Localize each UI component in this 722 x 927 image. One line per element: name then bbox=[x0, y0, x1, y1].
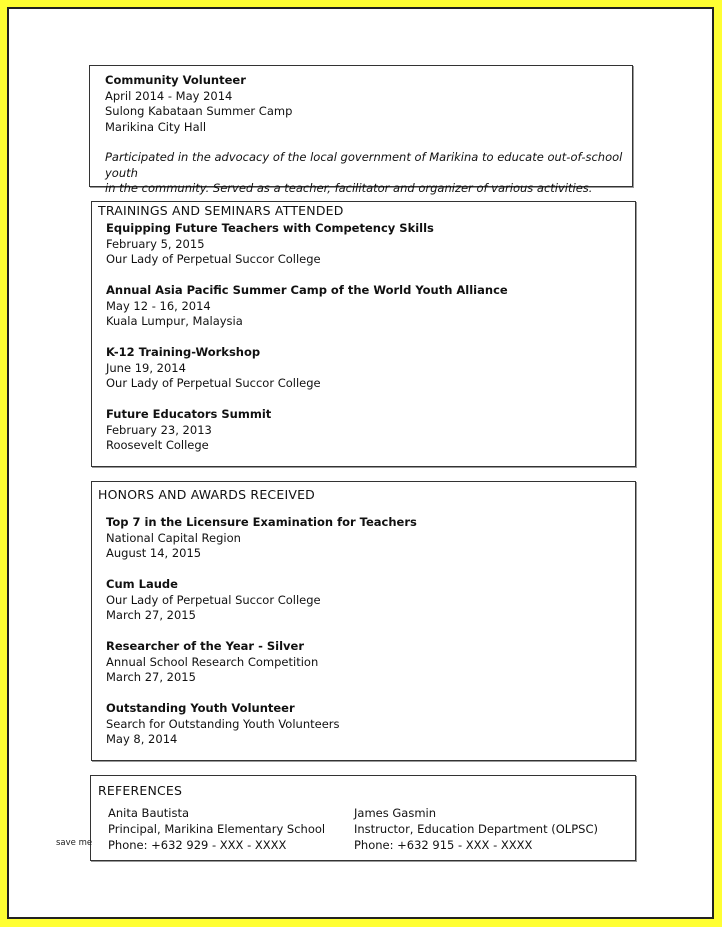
reference-name: James Gasmin bbox=[354, 806, 436, 820]
resume-page bbox=[7, 7, 714, 919]
training-title: K-12 Training-Workshop bbox=[106, 345, 261, 359]
honor-title: Cum Laude bbox=[106, 577, 178, 591]
training-place: Roosevelt College bbox=[106, 438, 209, 452]
honor-item bbox=[106, 515, 417, 562]
volunteer-description-line2: in the community. Served as a teacher, facilitator and organizer of various activities. bbox=[105, 181, 593, 195]
honor-item bbox=[106, 639, 318, 686]
reference-phone: Phone: +632 929 - XXX - XXXX bbox=[108, 838, 287, 852]
honor-item bbox=[106, 577, 321, 624]
volunteer-title: Community Volunteer bbox=[105, 73, 246, 87]
references-heading: REFERENCES bbox=[98, 783, 183, 798]
training-item bbox=[106, 221, 434, 268]
honor-date: August 14, 2015 bbox=[106, 546, 202, 560]
volunteer-program: Sulong Kabataan Summer Camp bbox=[105, 104, 293, 118]
honor-detail: National Capital Region bbox=[106, 530, 241, 545]
footer-note: save me bbox=[56, 838, 93, 848]
honor-date: March 27, 2015 bbox=[106, 608, 196, 622]
training-date: February 5, 2015 bbox=[106, 236, 205, 251]
training-title: Annual Asia Pacific Summer Camp of the World Youth Alliance bbox=[106, 283, 508, 297]
training-place: Kuala Lumpur, Malaysia bbox=[106, 314, 243, 328]
volunteer-section bbox=[89, 65, 633, 195]
honor-title: Outstanding Youth Volunteer bbox=[106, 701, 295, 715]
honor-title: Top 7 in the Licensure Examination for Teachers bbox=[106, 515, 417, 529]
volunteer-dates: April 2014 - May 2014 bbox=[105, 88, 233, 103]
training-place: Our Lady of Perpetual Succor College bbox=[106, 252, 321, 266]
training-item bbox=[106, 407, 271, 454]
training-place: Our Lady of Perpetual Succor College bbox=[106, 376, 321, 390]
reference-person bbox=[354, 805, 598, 853]
references-section bbox=[90, 775, 636, 861]
trainings-heading: TRAININGS AND SEMINARS ATTENDED bbox=[98, 203, 344, 218]
volunteer-location: Marikina City Hall bbox=[105, 119, 207, 134]
trainings-section bbox=[91, 201, 636, 467]
honor-detail: Search for Outstanding Youth Volunteers bbox=[106, 716, 340, 731]
training-item bbox=[106, 283, 508, 330]
reference-position: Instructor, Education Department (OLPSC) bbox=[354, 822, 598, 836]
training-title: Equipping Future Teachers with Competency Skills bbox=[106, 221, 434, 235]
honors-heading: HONORS AND AWARDS RECEIVED bbox=[98, 487, 316, 502]
training-date: May 12 - 16, 2014 bbox=[106, 298, 211, 313]
honor-title: Researcher of the Year - Silver bbox=[106, 639, 305, 653]
honors-section bbox=[91, 481, 636, 761]
reference-phone: Phone: +632 915 - XXX - XXXX bbox=[354, 838, 533, 852]
reference-person bbox=[108, 805, 325, 853]
honor-detail: Annual School Research Competition bbox=[106, 654, 319, 669]
honor-detail: Our Lady of Perpetual Succor College bbox=[106, 592, 321, 607]
training-date: February 23, 2013 bbox=[106, 422, 212, 437]
training-item bbox=[106, 345, 321, 392]
volunteer-description-line1: Participated in the advocacy of the local government of Marikina to educate out-of-school youth bbox=[105, 150, 623, 180]
honor-item bbox=[106, 701, 340, 748]
honor-date: March 27, 2015 bbox=[106, 670, 196, 684]
training-title: Future Educators Summit bbox=[106, 407, 272, 421]
volunteer-entry bbox=[105, 73, 625, 197]
reference-position: Principal, Marikina Elementary School bbox=[108, 822, 326, 836]
honor-date: May 8, 2014 bbox=[106, 732, 178, 746]
reference-name: Anita Bautista bbox=[108, 806, 190, 820]
training-date: June 19, 2014 bbox=[106, 360, 186, 375]
